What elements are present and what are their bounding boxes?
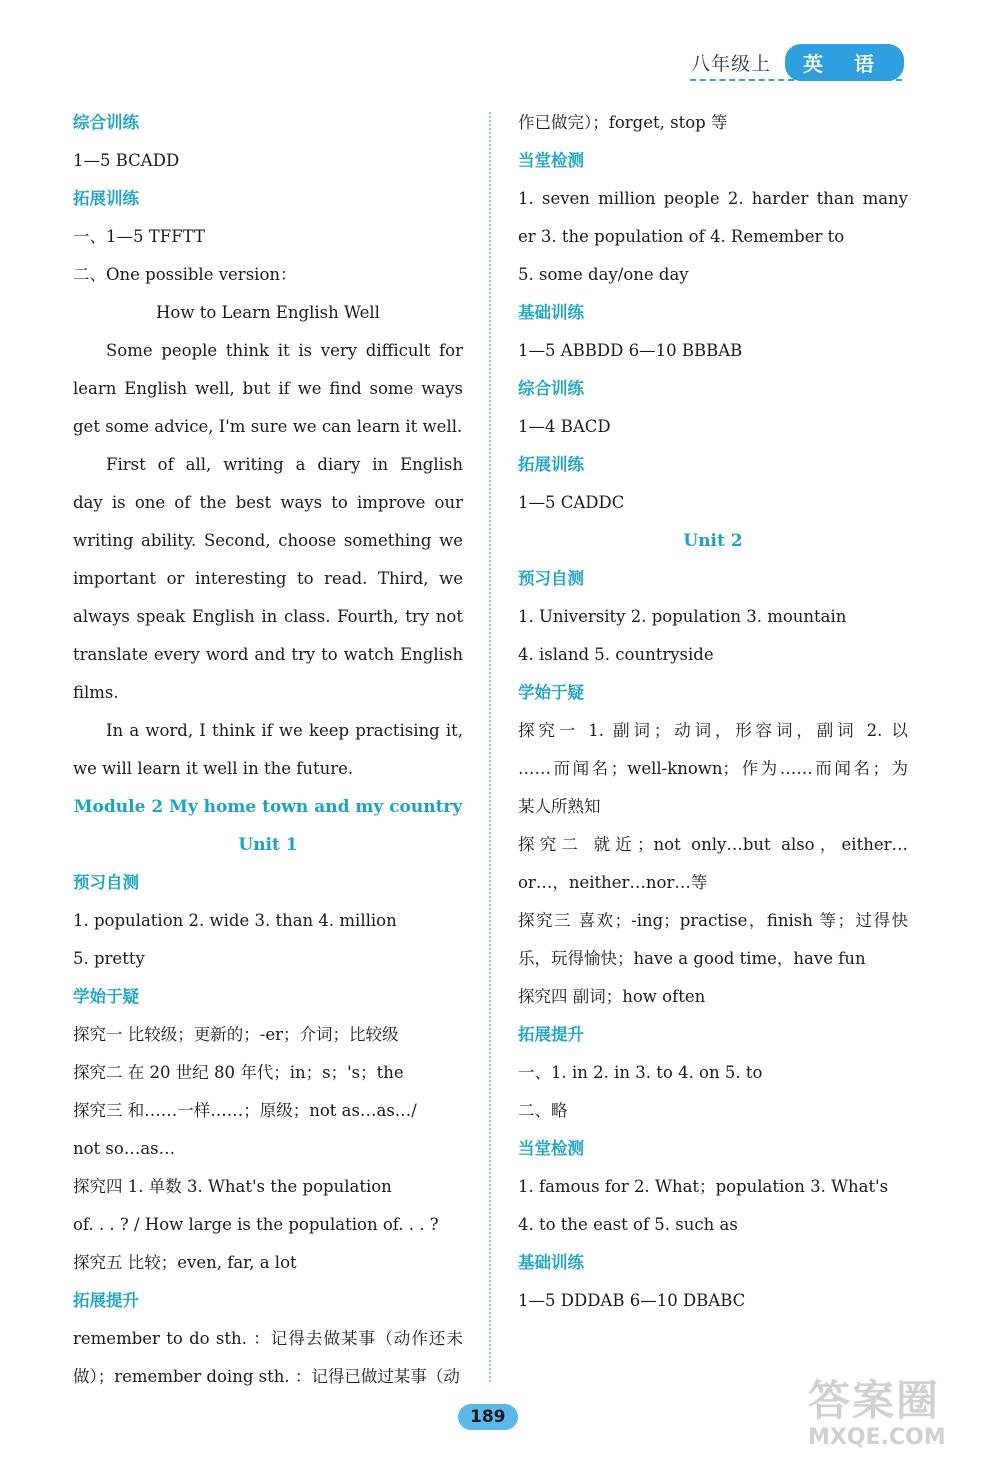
answer-line: 二、One possible version： bbox=[73, 265, 297, 284]
paragraph-line: Some people think it is very difficult for bbox=[106, 341, 463, 360]
paragraph-line: First of all, writing a diary in English bbox=[106, 455, 463, 474]
answer-line: 1—5 CADDC bbox=[518, 493, 625, 512]
answer-line: 4. island 5. countryside bbox=[518, 645, 714, 664]
section-heading: 综合训练 bbox=[518, 379, 584, 398]
paragraph-line: films. bbox=[73, 683, 119, 702]
answer-line: 1—5 DDDAB 6—10 DBABC bbox=[518, 1291, 746, 1310]
answer-line: 1—5 BCADD bbox=[73, 151, 180, 170]
watermark-top-text: 答案圈 bbox=[808, 1376, 941, 1425]
paragraph-line: get some advice, I'm sure we can learn it well. bbox=[73, 417, 463, 436]
header-underline bbox=[690, 79, 902, 81]
section-heading: 基础训练 bbox=[518, 1253, 584, 1272]
answer-line: of. . . ? / How large is the population of. . . ? bbox=[73, 1215, 439, 1234]
answer-line: 乐，玩得愉快；have a good time，have fun bbox=[518, 949, 866, 968]
answer-line: 探究二 在 20 世纪 80 年代；in；s；'s；the bbox=[73, 1063, 404, 1082]
paragraph-line: we will learn it well in the future. bbox=[73, 759, 354, 778]
answer-line: 4. to the east of 5. such as bbox=[518, 1215, 738, 1234]
section-heading: 学始于疑 bbox=[73, 987, 139, 1006]
section-heading: 预习自测 bbox=[73, 873, 139, 892]
section-heading: 综合训练 bbox=[73, 113, 139, 132]
section-heading: 预习自测 bbox=[518, 569, 584, 588]
paragraph-line: always speak English in class. Fourth, try not bbox=[73, 607, 463, 626]
watermark-bottom-text: MXQE.COM bbox=[808, 1425, 946, 1450]
unit-heading: Unit 1 bbox=[238, 835, 298, 855]
answer-line: 1—5 ABBDD 6—10 BBBAB bbox=[518, 341, 743, 360]
answer-line: 二、略 bbox=[518, 1101, 568, 1120]
unit-heading: Unit 2 bbox=[683, 531, 743, 551]
answer-line: not so…as… bbox=[73, 1139, 176, 1158]
watermark-logo bbox=[808, 1378, 988, 1464]
column-divider bbox=[489, 112, 491, 1382]
answer-line: 一、1—5 TFFTT bbox=[73, 227, 205, 246]
answer-line: 5. pretty bbox=[73, 949, 145, 968]
paragraph-line: 1. seven million people 2. harder than many bbox=[518, 189, 908, 208]
essay-title: How to Learn English Well bbox=[156, 303, 380, 322]
subject-badge: 英 语 bbox=[785, 44, 904, 81]
page-header bbox=[691, 44, 904, 81]
paragraph-line: 做）；remember doing sth. ：记得已做过某事（动 bbox=[73, 1367, 460, 1386]
answer-line: er 3. the population of 4. Remember to bbox=[518, 227, 845, 246]
right-column bbox=[518, 104, 908, 1320]
paragraph-line: writing ability. Second, choose something we bbox=[73, 531, 463, 550]
section-heading: 基础训练 bbox=[518, 303, 584, 322]
paragraph-line: In a word, I think if we keep practising it, bbox=[106, 721, 463, 740]
section-heading: 拓展提升 bbox=[73, 1291, 139, 1310]
answer-line: 一、1. in 2. in 3. to 4. on 5. to bbox=[518, 1063, 763, 1082]
page-number: 189 bbox=[458, 1404, 518, 1430]
answer-line: 探究四 1. 单数 3. What's the population bbox=[73, 1177, 392, 1196]
left-column bbox=[73, 104, 463, 1396]
paragraph-line: 探究一 1. 副词；动词，形容词，副词 2. 以 bbox=[518, 721, 908, 740]
answer-line: 1—4 BACD bbox=[518, 417, 611, 436]
answer-line: 1. University 2. population 3. mountain bbox=[518, 607, 847, 626]
paragraph-line: 探究三 喜欢；-ing；practise，finish 等；过得快 bbox=[518, 911, 908, 930]
section-heading: 拓展训练 bbox=[518, 455, 584, 474]
answer-line: 1. famous for 2. What；population 3. What's bbox=[518, 1177, 889, 1196]
section-heading: 学始于疑 bbox=[518, 683, 584, 702]
answer-line: 5. some day/one day bbox=[518, 265, 689, 284]
section-heading: 拓展提升 bbox=[518, 1025, 584, 1044]
paragraph-line: 探究二 就近；not only…but also，either… bbox=[518, 835, 908, 854]
answer-line: or…，neither…nor…等 bbox=[518, 873, 708, 892]
section-heading: 当堂检测 bbox=[518, 1139, 584, 1158]
answer-line: 作已做完）；forget, stop 等 bbox=[518, 113, 728, 132]
answer-line: 探究一 比较级；更新的；-er；介词；比较级 bbox=[73, 1025, 399, 1044]
paragraph-line: important or interesting to read. Third, we bbox=[73, 569, 463, 588]
paragraph-line: learn English well, but if we find some ways bbox=[73, 379, 463, 398]
section-heading: 当堂检测 bbox=[518, 151, 584, 170]
grade-label: 八年级上 bbox=[691, 53, 772, 75]
paragraph-line: remember to do sth. ：记得去做某事（动作还未 bbox=[73, 1329, 463, 1348]
section-heading: 拓展训练 bbox=[73, 189, 139, 208]
answer-line: 探究三 和……一样……；原级；not as…as…/ bbox=[73, 1101, 417, 1120]
paragraph-line: day is one of the best ways to improve our bbox=[73, 493, 463, 512]
module-heading: Module 2 My home town and my country bbox=[73, 797, 463, 817]
answer-line: 1. population 2. wide 3. than 4. million bbox=[73, 911, 397, 930]
answer-line: 探究四 副词；how often bbox=[518, 987, 706, 1006]
answer-line: 探究五 比较；even, far, a lot bbox=[73, 1253, 297, 1272]
paragraph-line: translate every word and try to watch English bbox=[73, 645, 463, 664]
paragraph-line: ……而闻名；well-known；作为……而闻名；为 bbox=[518, 759, 908, 778]
answer-line: 某人所熟知 bbox=[518, 797, 601, 816]
